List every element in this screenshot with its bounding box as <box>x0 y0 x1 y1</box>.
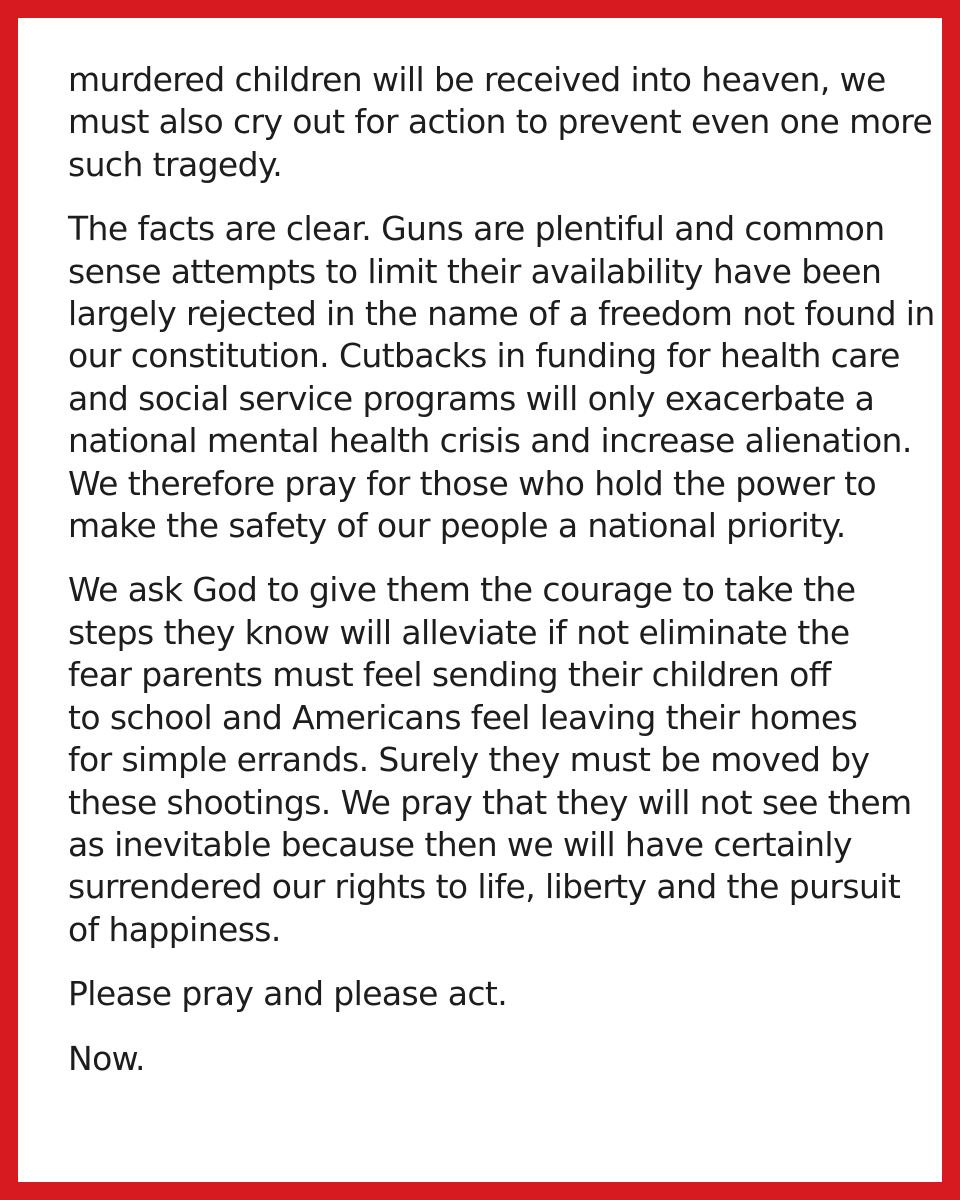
text-line: We therefore pray for those who hold the power to <box>68 463 877 503</box>
text-line: largely rejected in the name of a freedom not found in <box>68 294 935 334</box>
text-line: The facts are clear. Guns are plentiful and common <box>68 209 885 249</box>
text-line: of happiness. <box>68 909 281 949</box>
text-line: fear parents must feel sending their children off <box>68 655 831 695</box>
text-line: and social service programs will only exacerbate a <box>68 378 875 418</box>
paragraph-5 <box>68 1038 928 1080</box>
paragraph-1 <box>68 59 933 186</box>
statement-text <box>68 59 935 1102</box>
text-line: such tragedy. <box>68 144 283 184</box>
text-line: make the safety of our people a national priority. <box>68 506 846 546</box>
text-line: these shootings. We pray that they will not see them <box>68 782 912 822</box>
text-line: for simple errands. Surely they must be moved by <box>68 740 870 780</box>
text-line: We ask God to give them the courage to take the <box>68 570 856 610</box>
paragraph-4 <box>68 973 928 1015</box>
text-line: surrendered our rights to life, liberty and the pursuit <box>68 867 901 907</box>
text-line: to school and Americans feel leaving their homes <box>68 697 858 737</box>
text-line: as inevitable because then we will have certainly <box>68 824 852 864</box>
paragraph-3 <box>68 569 928 951</box>
text-line: murdered children will be received into heaven, we <box>68 60 886 99</box>
text-line: national mental health crisis and increase alienation. <box>68 421 912 461</box>
text-line: sense attempts to limit their availability have been <box>68 251 882 291</box>
text-line: must also cry out for action to prevent even one more <box>68 102 933 142</box>
text-line: our constitution. Cutbacks in funding for health care <box>68 336 900 376</box>
text-line: Now. <box>68 1038 145 1078</box>
text-line: steps they know will alleviate if not eliminate the <box>68 612 850 652</box>
text-line: Please pray and please act. <box>68 974 508 1014</box>
paragraph-2 <box>68 208 935 547</box>
